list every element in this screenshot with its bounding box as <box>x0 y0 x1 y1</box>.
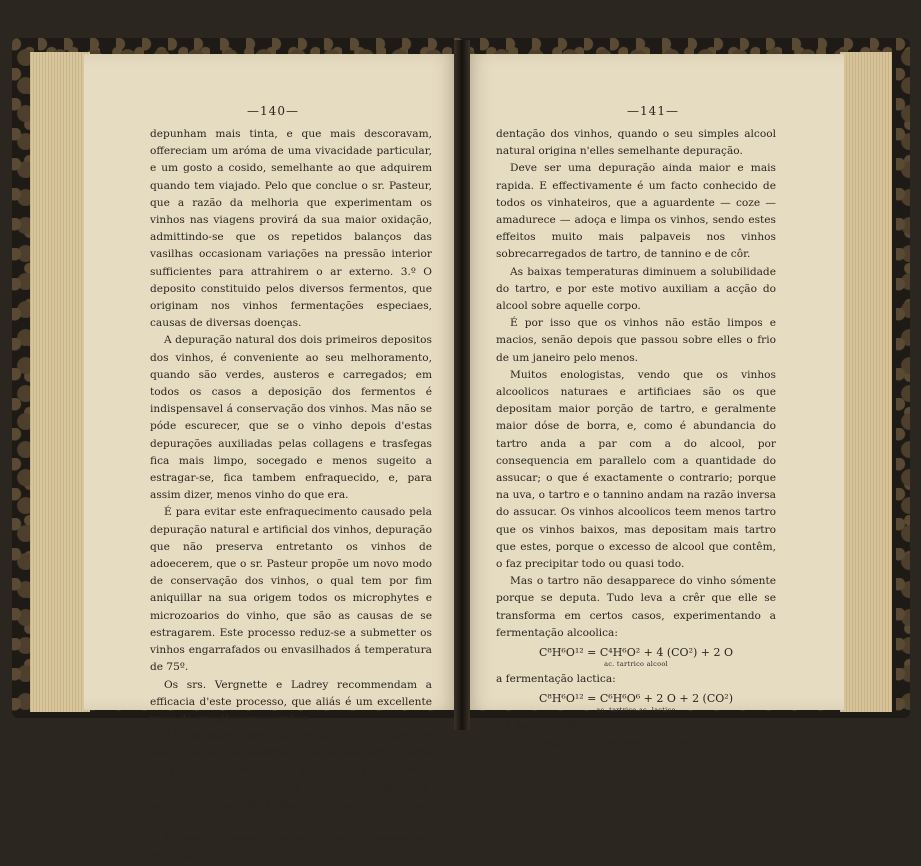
page-number-right: —141— <box>627 104 679 118</box>
paragraph: depunham mais tinta, e que mais descoravam, offereciam um aróma de uma vivacidade particular, e um gosto a cosido, semelhante ao que adquirem quando tem viajado. Pelo que conclue o sr. Pasteur, que a razão da melhoria que experimentam os vinhos nas viagens provirá da sua maior oxidação, admittindo-se que os repetidos balanços das vasilhas occasionam variações na pressão interior sufficientes para attrahirem o ar externo. 3.º O deposito constituido pelos diversos fermentos, que originam nos vinhos fermentações especiaes, causas de diversas doenças. <box>150 128 432 330</box>
paragraph: É por isso que os vinhos não estão limpos e macios, senão depois que passou sobre elles o frio de um janeiro pelo menos. <box>496 317 776 364</box>
book-gutter <box>454 40 470 730</box>
formula-caption: e a fermentação propionica: <box>496 719 648 732</box>
formula-caption: a fermentação lactica: <box>496 673 616 686</box>
formula-lactic <box>496 692 776 715</box>
formula-labels: ac. tartrico alcool <box>604 660 668 669</box>
paragraph: A depuração natural dos dois primeiros depositos dos vinhos, é conveniente ao seu melhoramento, quando são verdes, austeros e carregados; em todos os casos a deposição dos fermentos é indispensavel á conservação dos vinhos. Mas não se póde escurecer, que se o vinho depois d'estas depurações auxiliadas pelas collagens e trasfegas fica mais limpo, socegado e menos sugeito a estragar-se, fica tambem enfraquecido, e, para assim dizer, menos vinho do que era. <box>150 334 432 502</box>
formula-labels: ac. tartrico ac. lactico <box>596 706 676 715</box>
paragraph: Póde-se já prever qual será o effeito immediato da aguar- <box>150 833 432 863</box>
paragraph: Muitos enologistas, vendo que os vinhos alcoolicos naturaes e artificiaes são os que depositam maior porção de tartro, e geralmente maior dóse de borra, e, como é abundancia do tartro anda a par com a do alcool, por consequencia em parallelo com a quantidade do assucar; o que é exactamente o contrario; porque na uva, o tartro e o tannino andam na razão inversa do assucar. Os vinhos alcoolicos teem menos tartro que os vinhos baixos, mas depositam mais tartro que estes, porque o excesso de alcool que contêm, o faz precipitar todo ou quasi todo. <box>496 368 776 571</box>
page-stack-right <box>840 52 892 712</box>
left-page-text <box>150 126 432 866</box>
paragraph: Os srs. Vergnette e Ladrey recommendam a efficacia d'este processo, que aliás é um excellente meio de envelhecer os vinhos. <box>150 678 432 725</box>
right-page-text <box>496 126 776 764</box>
paragraph: 2.º Amadurecimento do vinho. — Tal é a serie de precipitações encadeadas, que se operam durante os primeiros tempos nos principios solidos mais importantes dos vinhos; e todas ellas derivadas, principalmente, da acção precipitante do alcool sobre o tartro. <box>150 730 432 829</box>
formula-equation: C⁸H⁶O¹² = C⁶H⁶O⁴ + 2 (CO²) + 4 O <box>539 738 733 752</box>
page-number-left: —140— <box>247 104 299 118</box>
paragraph: dentação dos vinhos, quando o seu simples alcool natural origina n'elles semelhante depuração. <box>496 128 776 158</box>
page-stack-left <box>30 52 90 712</box>
paragraph: É para evitar este enfraquecimento causado pela depuração natural e artificial dos vinhos, depuração que não preserva entretanto os vinhos de adoecerem, que o sr. Pasteur propõe um novo modo de conservação dos vinhos, o qual tem por fim aniquillar na sua origem todos os microphytes e microzoarios do vinho, que são as causas de se estragarem. Este processo reduz-se a submetter os vinhos engarrafados ou envasilhados á temperatura de 75º. <box>150 506 432 674</box>
formula-equation: C⁸H⁶O¹² = C⁴H⁶O² + 4 (CO²) + 2 O <box>539 646 733 660</box>
formula-propionic <box>496 739 776 762</box>
formula-equation: C⁸H⁶O¹² = C⁶H⁶O⁶ + 2 O + 2 (CO²) <box>539 692 733 706</box>
left-page <box>84 54 462 863</box>
paragraph: Mas o tartro não desapparece do vinho sómente porque se deputa. Tudo leva a crêr que elle se transforma em certos casos, experimentando a fermentação alcoolica: <box>496 575 776 639</box>
right-page <box>462 54 844 761</box>
paragraph: Deve ser uma depuração ainda maior e mais rapida. E effectivamente é um facto conhecido de todos os vinhateiros, que a aguardente — coze — amadurece — adoça e limpa os vinhos, sendo estes effeitos muito mais palpaveis nos vinhos sobrecarregados de tartro, de tannino e de côr. <box>496 162 776 261</box>
formula-labels: ac. tartrico ac. propionico <box>589 752 683 761</box>
paragraph: As baixas temperaturas diminuem a solubilidade do tartro, e por este motivo auxiliam a acção do alcool sobre aquelle corpo. <box>496 265 776 313</box>
formula-alcoholic <box>496 646 776 669</box>
